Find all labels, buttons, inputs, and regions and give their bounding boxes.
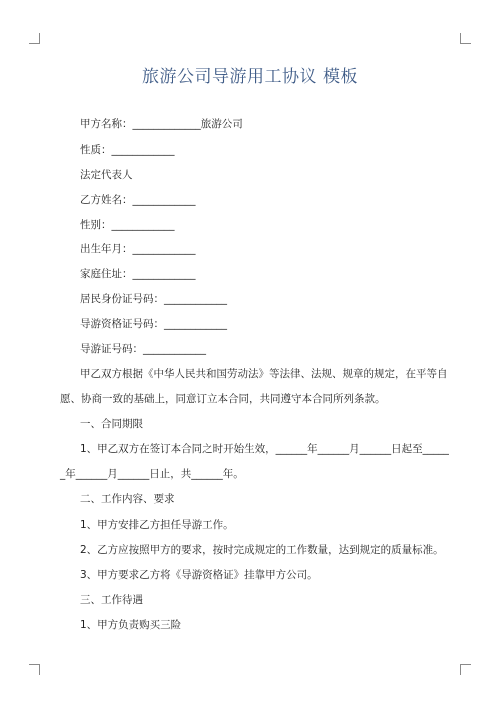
id-number-field: 居民身份证号码：____________ (80, 293, 227, 305)
term-clause-line-2: _年______月______日止，共______年。 (60, 468, 244, 480)
treatment-clause-1: 1、甲方负责购买三险 (80, 619, 182, 631)
work-clause-3: 3、甲方要求乙方将《导游资格证》挂靠甲方公司。 (80, 569, 318, 581)
gender-field: 性别：____________ (80, 219, 175, 231)
home-address-field: 家庭住址：____________ (80, 268, 196, 280)
crop-mark-bottom-right (460, 664, 471, 675)
preamble-line-2: 愿、协商一致的基础上，同意订立本合同，共同遵守本合同所列条款。 (60, 393, 386, 405)
crop-mark-top-left (29, 33, 40, 44)
birth-date-field: 出生年月：____________ (80, 243, 196, 255)
preamble-line-1: 甲乙双方根据《中华人民共和国劳动法》等法律、法规、规章的规定，在平等自 (80, 368, 448, 380)
party-b-name: 乙方姓名：____________ (80, 194, 196, 206)
nature-field: 性质：____________ (80, 144, 175, 156)
section-heading-term: 一、合同期限 (80, 418, 143, 430)
term-clause-line-1: 1、甲乙双方在签订本合同之时开始生效，______年______月______日起至_____ (80, 443, 449, 455)
section-heading-work: 二、工作内容、要求 (80, 493, 175, 505)
guide-license-number: 导游证号码：____________ (80, 343, 206, 355)
guide-qualification-number: 导游资格证号码：____________ (80, 318, 227, 330)
party-a-name: 甲方名称：_____________旅游公司 (80, 118, 243, 130)
crop-mark-bottom-left (29, 664, 40, 675)
work-clause-1: 1、甲方安排乙方担任导游工作。 (80, 519, 234, 531)
document-title: 旅游公司导游用工协议 模板 (142, 67, 358, 87)
section-heading-treatment: 三、工作待遇 (80, 594, 143, 606)
work-clause-2: 2、乙方应按照甲方的要求，按时完成规定的工作数量，达到规定的质量标准。 (80, 544, 444, 556)
legal-representative: 法定代表人 (80, 169, 133, 181)
crop-mark-top-right (460, 33, 471, 44)
